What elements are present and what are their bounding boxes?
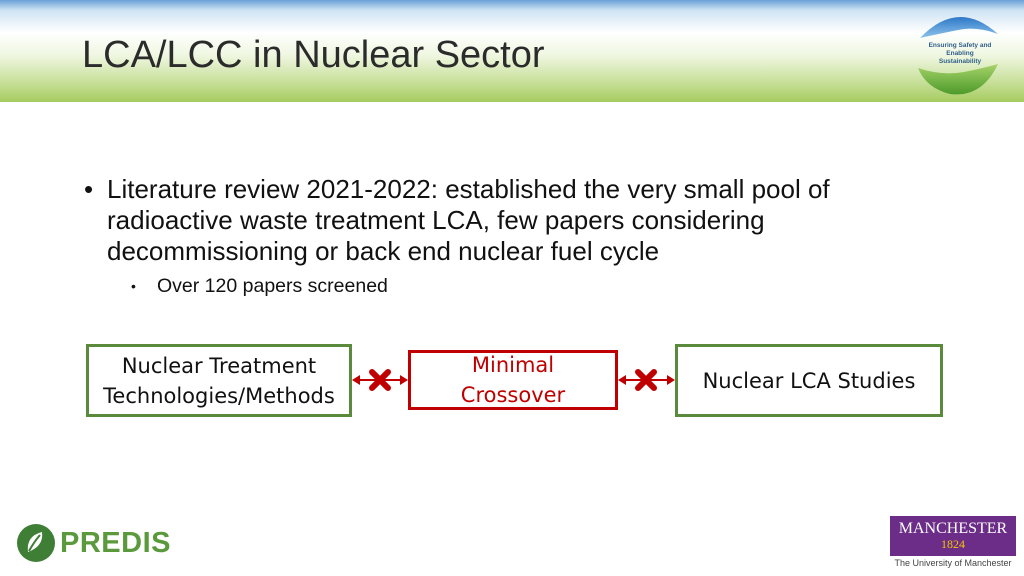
predis-wordmark: PREDIS — [60, 527, 171, 559]
nuclear-lca-studies-box — [675, 344, 943, 417]
tagline-line-2: Enabling Sustainability — [938, 50, 982, 65]
logo-tagline — [926, 42, 994, 66]
right-blocked-connector — [618, 366, 675, 394]
arrow-right-icon — [400, 375, 408, 385]
tagline-line-1: Ensuring Safety and — [928, 42, 992, 49]
right-box-text: Nuclear LCA Studies — [702, 368, 916, 393]
minimal-crossover-box — [408, 350, 618, 410]
university-of-manchester-logo — [890, 516, 1016, 574]
center-box-line-1: Minimal — [471, 353, 555, 377]
left-blocked-connector — [352, 366, 408, 394]
sub-bullet-text: Over 120 papers screened — [157, 275, 388, 297]
slide-title: LCA/LCC in Nuclear Sector — [82, 34, 545, 76]
manchester-crest — [890, 516, 1016, 556]
bullet-marker: • — [84, 174, 94, 204]
manchester-subtitle: The University of Manchester — [894, 558, 1012, 568]
manchester-name: MANCHESTER — [898, 520, 1008, 537]
predis-leaf-icon — [16, 522, 56, 564]
main-bullet-text: Literature review 2021-2022: established the very small pool of radioactive waste treatment LCA, few papers considering decommissioning or back end nuclear fuel cycle — [107, 174, 830, 266]
predis-logo — [16, 521, 171, 565]
arrow-right-icon — [667, 375, 675, 385]
arrow-left-icon — [352, 375, 360, 385]
nuclear-treatment-box — [86, 344, 352, 417]
left-box-line-1: Nuclear Treatment — [121, 353, 317, 378]
center-box-line-2: Crossover — [460, 383, 566, 407]
arrow-left-icon — [618, 375, 626, 385]
safety-sustainability-logo — [912, 4, 1004, 98]
sub-bullet-marker: • — [131, 278, 136, 294]
left-box-line-2: Technologies/Methods — [103, 383, 335, 408]
manchester-year: 1824 — [941, 537, 965, 551]
